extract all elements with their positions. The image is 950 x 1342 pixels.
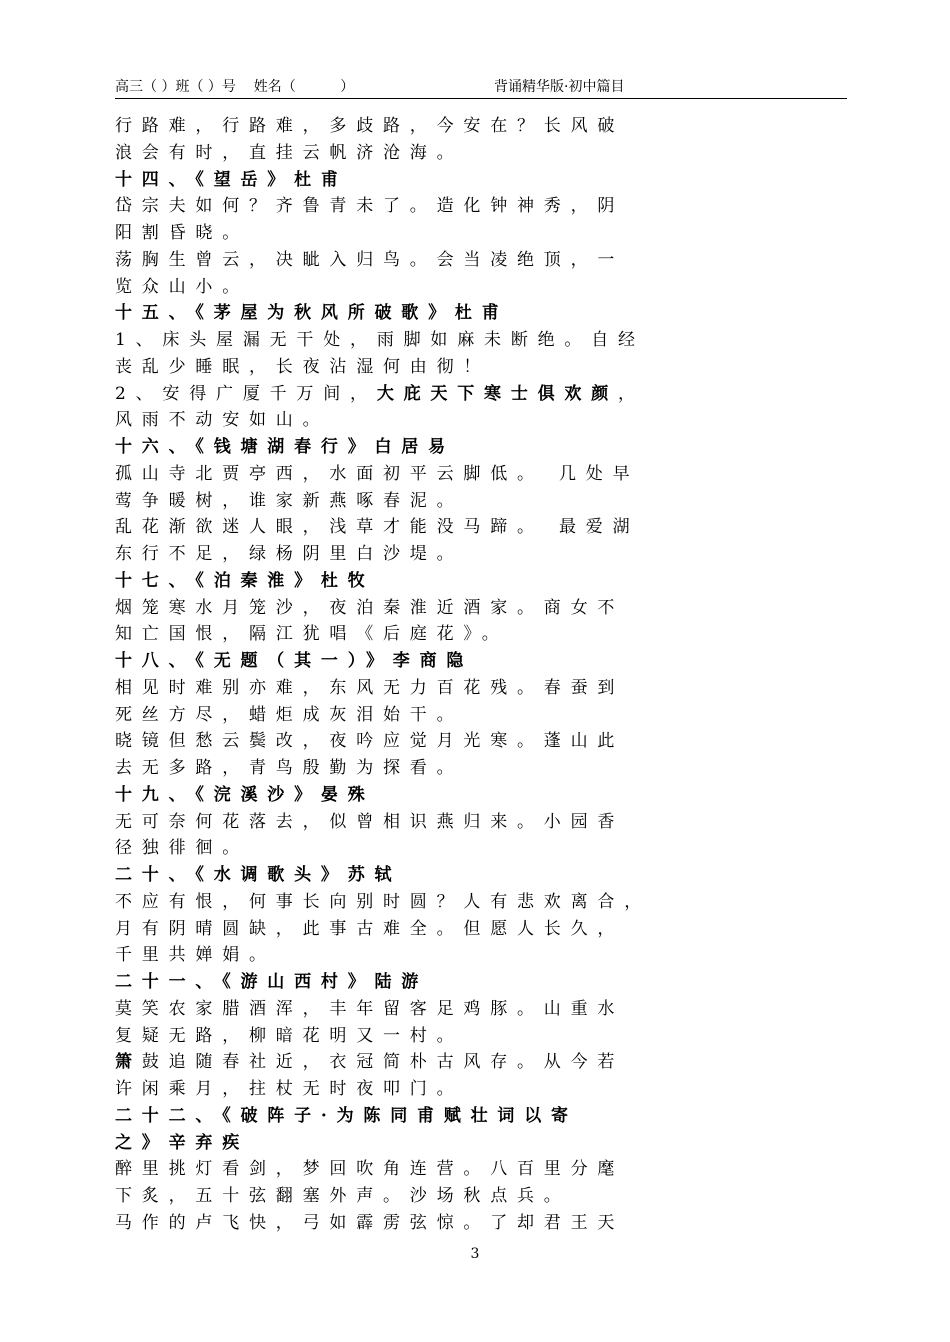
poem-line: 乱花渐欲迷人眼，浅草才能没马蹄。 最爱湖 xyxy=(115,517,640,538)
poem-line: 相见时难别亦难，东风无力百花残。春蚕到 xyxy=(115,677,625,698)
poem-heading: 十五、《茅屋为秋风所破歌》杜甫 xyxy=(115,303,509,324)
poem-line: 死丝方尽，蜡炬成灰泪始干。 xyxy=(115,704,464,725)
poem-line: 莺争暖树，谁家新燕啄春泥。 xyxy=(115,490,464,511)
poem-line: 浪会有时，直挂云帆济沧海。 xyxy=(115,142,464,163)
poem-line: 晓镜但愁云鬓改，夜吟应觉月光寒。蓬山此 xyxy=(115,731,625,752)
poem-line: 复疑无路，柳暗花明又一村。 xyxy=(115,1025,464,1046)
class-name-field-label: 高三（ ）班（ ）号 姓名（ ） xyxy=(115,79,355,95)
poem-line: 丧乱少睡眠，长夜沾湿何由彻！ xyxy=(115,356,491,377)
poem-heading: 二十一、《游山西村》陆游 xyxy=(115,972,429,992)
document-title: 背诵精华版·初中篇目 xyxy=(494,79,625,95)
poem-line: 径独徘徊。 xyxy=(115,838,249,859)
poem-line: 莫笑农家腊酒浑，丰年留客足鸡豚。山重水 xyxy=(115,998,625,1019)
poem-line: 无可奈何花落去，似曾相识燕归来。小园香 xyxy=(115,811,625,832)
poem-line: 岱宗夫如何？齐鲁青未了。造化钟神秀，阴 xyxy=(115,196,625,217)
poem-heading: 十八、《无题（其一）》李商隐 xyxy=(115,651,474,671)
poem-heading: 二十二、《破阵子·为陈同甫赋壮词以寄 xyxy=(115,1105,578,1126)
poem-line-text: 2、安得广厦千万间， xyxy=(115,383,377,404)
page-number: 3 xyxy=(470,1246,480,1262)
poem-line: 烟笼寒水月笼沙，夜泊秦淮近酒家。商女不 xyxy=(115,597,625,618)
poem-heading: 二十、《水调歌头》苏轼 xyxy=(115,865,402,885)
poem-line: 孤山寺北贾亭西，水面初平云脚低。 几处早 xyxy=(115,463,640,484)
poem-line-text: 鼓追随春社近，衣冠简朴古风存。从今若 xyxy=(141,1052,625,1073)
poem-heading: 十六、《钱塘湖春行》白居易 xyxy=(115,437,455,457)
poem-heading: 之》辛弃疾 xyxy=(115,1132,249,1153)
poem-line: 知亡国恨，隔江犹唱《后庭花》。 xyxy=(115,624,509,645)
poem-line xyxy=(115,1049,830,1076)
poem-line: 醉里挑灯看剑，梦回吹角连营。八百里分麾 xyxy=(115,1159,625,1180)
poem-line: 去无多路，青鸟殷勤为探看。 xyxy=(115,758,464,778)
poem-heading: 十四、《望岳》杜甫 xyxy=(115,169,348,190)
poem-line: 不应有恨，何事长向别时圆？人有悲欢离合， xyxy=(115,891,651,912)
poem-line: 马作的卢飞快，弓如霹雳弦惊。了却君王天 xyxy=(115,1212,625,1233)
emphasized-text: 大庇天下寒士俱欢颜 xyxy=(376,383,619,404)
poem-line: 许闲乘月，拄杖无时夜叩门。 xyxy=(115,1079,464,1099)
poem-line: 下炙，五十弦翻塞外声。沙场秋点兵。 xyxy=(115,1186,571,1206)
poem-heading: 十九、《浣溪沙》晏殊 xyxy=(115,784,375,805)
poem-heading: 十七、《泊秦淮》杜牧 xyxy=(115,570,375,591)
poem-line: 月有阴晴圆缺，此事古难全。但愿人长久， xyxy=(115,918,625,939)
poem-line: 览众山小。 xyxy=(115,276,249,297)
poem-line: 1、床头屋漏无干处，雨脚如麻未断绝。自经 xyxy=(115,330,645,350)
poem-line: 风雨不动安如山。 xyxy=(115,410,330,431)
poem-line: 行路难，行路难，多歧路，今安在？长风破 xyxy=(115,116,625,136)
poem-line xyxy=(115,381,830,408)
page-header xyxy=(115,76,847,99)
poem-text-body xyxy=(115,113,830,1237)
emphasized-text: 箫 xyxy=(115,1052,142,1073)
poem-line: 阳割昏晓。 xyxy=(115,223,249,243)
poem-line: 东行不足，绿杨阴里白沙堤。 xyxy=(115,544,464,564)
poem-line-text: ， xyxy=(618,383,645,404)
poem-line: 千里共婵娟。 xyxy=(115,945,276,966)
poem-line: 荡胸生曾云，决眦入归鸟。会当凌绝顶，一 xyxy=(115,249,625,270)
